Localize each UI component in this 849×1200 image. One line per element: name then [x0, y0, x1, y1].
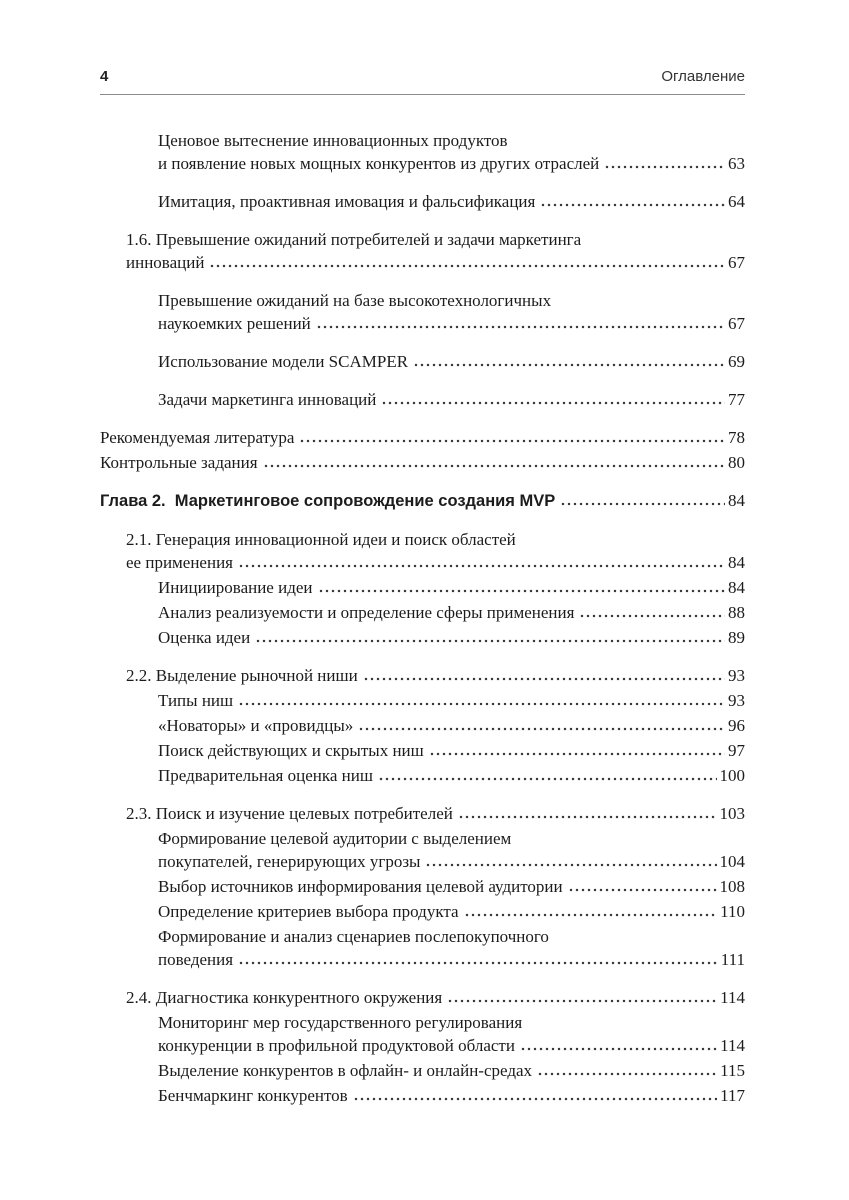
dot-leader [378, 777, 717, 781]
toc-entry-line: поведения [158, 950, 234, 969]
toc-page-number: 77 [728, 390, 745, 409]
toc-entry-line: Поиск действующих и скрытых ниш [158, 741, 424, 760]
toc-entry-line: Мониторинг мер государственного регулирования [158, 1013, 523, 1032]
dot-leader [579, 614, 725, 618]
dot-leader [238, 702, 725, 706]
dot-leader [540, 203, 725, 207]
toc-entry [100, 689, 745, 712]
toc-entry-line: 2.4. Диагностика конкурентного окружения [126, 988, 443, 1007]
toc-entry-lastline [126, 986, 745, 1009]
toc-page-number: 69 [728, 352, 745, 371]
toc-entry-line: Выбор источников информирования целевой аудитории [158, 877, 563, 896]
toc-entry-line: и появление новых мощных конкурентов из других отраслей [158, 154, 600, 173]
toc-page-number: 111 [720, 950, 745, 969]
toc-entry-lastline [126, 802, 745, 825]
toc-page-number: 96 [728, 716, 745, 735]
toc-entry [100, 827, 745, 873]
toc-page-number: 97 [728, 741, 745, 760]
toc-page-number: 104 [719, 852, 745, 871]
toc-entry-line: конкуренции в профильной продуктовой области [158, 1036, 515, 1055]
dot-leader [520, 1047, 717, 1051]
dot-leader [353, 1097, 717, 1101]
toc-page-number: 64 [728, 192, 745, 211]
dot-leader [425, 863, 716, 867]
toc-entry [100, 900, 745, 923]
toc-page-number: 80 [728, 453, 745, 472]
header-rule [100, 94, 745, 95]
page-header [100, 68, 745, 85]
dot-leader [263, 464, 725, 468]
toc-entry-line: Превышение ожиданий на базе высокотехнологичных [158, 291, 552, 310]
toc-entry [100, 489, 745, 513]
dot-leader [238, 961, 718, 965]
toc-entry-lastline [100, 489, 745, 513]
toc-entry-line: Выделение конкурентов в офлайн- и онлайн-средах [158, 1061, 533, 1080]
running-title: Оглавление [661, 68, 745, 85]
toc-entry-lastline [158, 152, 745, 175]
toc-entry [100, 528, 745, 574]
toc-entry-lastline [158, 850, 745, 873]
dot-leader [447, 999, 717, 1003]
dot-leader [358, 727, 725, 731]
toc-entry-line: Бенчмаркинг конкурентов [158, 1086, 348, 1105]
toc-page-number: 67 [728, 314, 745, 333]
toc-entry [100, 426, 745, 449]
toc-entry-lastline [158, 350, 745, 373]
dot-leader [560, 502, 725, 506]
toc-entry-line: Определение критериев выбора продукта [158, 902, 459, 921]
toc-entry-line: Формирование целевой аудитории с выделением [158, 829, 512, 848]
toc-entry-lastline [158, 1034, 745, 1057]
toc-page-number: 93 [728, 691, 745, 710]
dot-leader [381, 401, 725, 405]
toc-page-number: 89 [728, 628, 745, 647]
toc-entry-line: 2.1. Генерация инновационной идеи и поиск областей [126, 530, 516, 549]
toc-entry [100, 714, 745, 737]
toc-entry-line: ее применения [126, 553, 233, 572]
toc-page-number: 67 [728, 253, 745, 272]
toc-entry [100, 451, 745, 474]
toc-entry-lastline [158, 190, 745, 213]
toc-entry [100, 388, 745, 411]
dot-leader [363, 677, 725, 681]
toc-entry-line: 1.6. Превышение ожиданий потребителей и задачи маркетинга [126, 230, 582, 249]
dot-leader [413, 363, 725, 367]
toc-entry [100, 190, 745, 213]
dot-leader [464, 913, 718, 917]
toc-page-number: 84 [728, 578, 745, 597]
toc-entry-lastline [158, 576, 745, 599]
toc-entry-line: Имитация, проактивная имовация и фальсификация [158, 192, 536, 211]
toc-entry-lastline [126, 551, 745, 574]
toc-entry [100, 925, 745, 971]
toc-entry-line: Контрольные задания [100, 453, 258, 472]
dot-leader [316, 325, 725, 329]
toc-entry-line: Глава 2. Маркетинговое сопровождение создания MVP [100, 492, 556, 510]
toc-entry-lastline [158, 626, 745, 649]
toc-entry [100, 228, 745, 274]
toc-entry-line: «Новаторы» и «провидцы» [158, 716, 354, 735]
toc-entry-line: Инициирование идеи [158, 578, 313, 597]
toc-entry [100, 1059, 745, 1082]
toc-entry-lastline [158, 714, 745, 737]
toc-entry-line: Использование модели SCAMPER [158, 352, 409, 371]
toc-page-number: 114 [720, 988, 745, 1007]
toc-entry-lastline [158, 601, 745, 624]
toc-entry [100, 739, 745, 762]
toc-page-number: 93 [728, 666, 745, 685]
toc-page-number: 84 [728, 553, 745, 572]
toc-entry-lastline [126, 664, 745, 687]
toc-page-number: 84 [728, 491, 745, 510]
toc-entry-line: Предварительная оценка ниш [158, 766, 373, 785]
toc-entry-lastline [158, 388, 745, 411]
dot-leader [537, 1072, 717, 1076]
toc-page-number: 103 [719, 804, 745, 823]
toc-entry-lastline [126, 251, 745, 274]
toc-entry-line: 2.3. Поиск и изучение целевых потребителей [126, 804, 453, 823]
toc-entry [100, 802, 745, 825]
toc-entry-lastline [158, 1059, 745, 1082]
toc-page-number: 108 [719, 877, 745, 896]
toc-entry [100, 289, 745, 335]
dot-leader [238, 564, 725, 568]
toc-list [100, 129, 745, 1107]
dot-leader [429, 752, 725, 756]
toc-entry-lastline [100, 426, 745, 449]
toc-entry [100, 764, 745, 787]
toc-page-number: 117 [720, 1086, 745, 1105]
toc-entry [100, 626, 745, 649]
toc-entry-lastline [158, 739, 745, 762]
toc-entry [100, 576, 745, 599]
toc-entry-lastline [158, 312, 745, 335]
toc-entry [100, 1084, 745, 1107]
dot-leader [209, 264, 725, 268]
toc-page-number: 115 [720, 1061, 745, 1080]
toc-entry-line: Задачи маркетинга инноваций [158, 390, 377, 409]
dot-leader [299, 439, 725, 443]
toc-entry-line: Ценовое вытеснение инновационных продуктов [158, 131, 508, 150]
toc-entry-lastline [100, 451, 745, 474]
toc-page-number: 88 [728, 603, 745, 622]
page-number: 4 [100, 68, 109, 85]
toc-entry-lastline [158, 900, 745, 923]
toc-entry [100, 664, 745, 687]
toc-page-number: 63 [728, 154, 745, 173]
dot-leader [604, 165, 725, 169]
toc-entry [100, 129, 745, 175]
toc-page-number: 78 [728, 428, 745, 447]
toc-page-number: 100 [719, 766, 745, 785]
toc-entry [100, 986, 745, 1009]
dot-leader [568, 888, 717, 892]
toc-entry-line: Рекомендуемая литература [100, 428, 295, 447]
toc-entry-lastline [158, 689, 745, 712]
toc-entry-line: покупателей, генерирующих угрозы [158, 852, 421, 871]
toc-entry-line: Типы ниш [158, 691, 234, 710]
toc-entry-line: Формирование и анализ сценариев послепокупочного [158, 927, 549, 946]
toc-page-number: 114 [720, 1036, 745, 1055]
toc-entry-lastline [158, 764, 745, 787]
toc-entry [100, 875, 745, 898]
dot-leader [255, 639, 725, 643]
toc-entry-line: Оценка идеи [158, 628, 251, 647]
toc-entry-lastline [158, 875, 745, 898]
dot-leader [318, 589, 726, 593]
toc-entry-lastline [158, 948, 745, 971]
toc-entry [100, 601, 745, 624]
dot-leader [458, 815, 717, 819]
toc-entry-lastline [158, 1084, 745, 1107]
toc-entry-line: инноваций [126, 253, 205, 272]
toc-entry-line: Анализ реализуемости и определение сферы применения [158, 603, 575, 622]
toc-entry [100, 350, 745, 373]
toc-entry-line: наукоемких решений [158, 314, 311, 333]
toc-page-number: 110 [720, 902, 745, 921]
toc-entry-line: 2.2. Выделение рыночной ниши [126, 666, 358, 685]
toc-entry [100, 1011, 745, 1057]
